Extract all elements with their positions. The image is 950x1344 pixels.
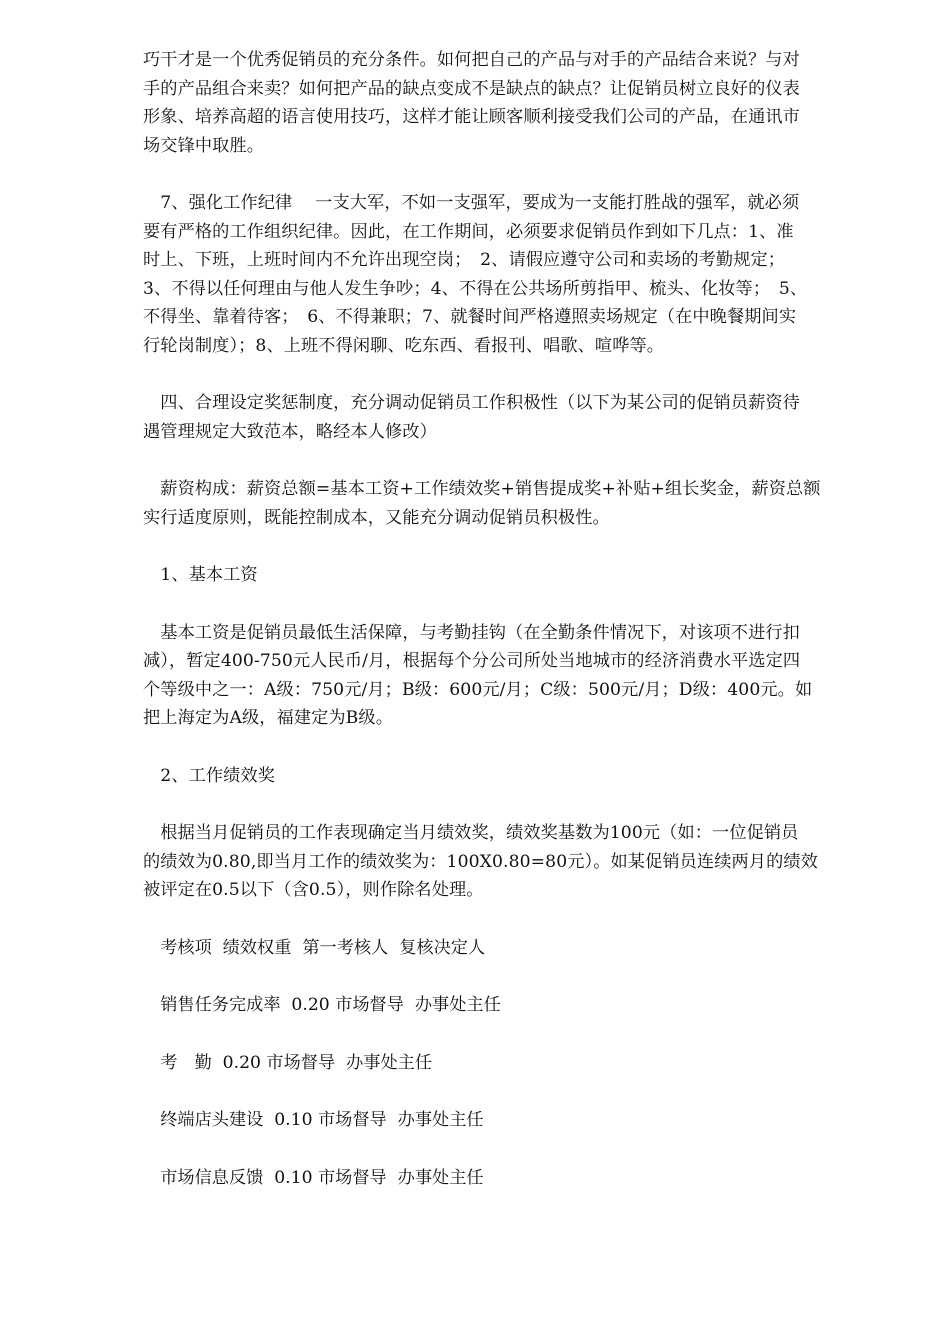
paragraph-work-discipline — [143, 189, 878, 360]
text-line: 减），暂定400-750元人民币/月，根据每个分公司所处当地城市的经济消费水平选定四 — [143, 651, 801, 671]
heading-base-salary — [143, 561, 878, 590]
text-line: 把上海定为A级，福建定为B级。 — [143, 708, 393, 728]
paragraph-spacer — [143, 1020, 878, 1049]
text-line: 形象、培养高超的语言使用技巧，这样才能让顾客顺利接受我们公司的产品，在通讯市 — [143, 107, 800, 127]
paragraph-sales-skills — [143, 46, 878, 160]
table-row: 销售任务完成率 0.20 市场督导 办事处主任 — [143, 995, 501, 1015]
paragraph-spacer — [143, 962, 878, 991]
text-line: 薪资构成：薪资总额=基本工资+工作绩效奖+销售提成奖+补贴+组长奖金，薪资总额 — [143, 479, 821, 499]
heading-performance-bonus — [143, 762, 878, 791]
paragraph-spacer — [143, 360, 878, 389]
table-row: 终端店头建设 0.10 市场督导 办事处主任 — [143, 1110, 484, 1130]
paragraph-spacer — [143, 446, 878, 475]
paragraph-spacer — [143, 733, 878, 762]
table-row: 市场信息反馈 0.10 市场督导 办事处主任 — [143, 1167, 484, 1188]
paragraph-performance-bonus — [143, 819, 878, 905]
text-line: 巧干才是一个优秀促销员的充分条件。如何把自己的产品与对手的产品结合来说？与对 — [143, 50, 800, 70]
text-line: 1、基本工资 — [143, 565, 258, 585]
text-line: 的绩效为0.80,即当月工作的绩效奖为：100X0.80=80元）。如某促销员连续两月的绩效 — [143, 851, 818, 872]
paragraph-spacer — [143, 160, 878, 189]
paragraph-base-salary — [143, 619, 878, 733]
text-line: 时上、下班，上班时间内不允许出现空岗； 2、请假应遵守公司和卖场的考勤规定； — [143, 250, 786, 270]
paragraph-spacer — [143, 905, 878, 934]
text-line: 被评定在0.5以下（含0.5），则作除名处理。 — [143, 880, 484, 900]
text-line: 不得坐、靠着待客； 6、不得兼职；7、就餐时间严格遵照卖场规定（在中晚餐期间实 — [143, 307, 797, 327]
paragraph-spacer — [143, 590, 878, 619]
text-line: 根据当月促销员的工作表现确定当月绩效奖，绩效奖基数为100元（如：一位促销员 — [143, 823, 799, 843]
paragraph-reward-system — [143, 389, 878, 446]
text-line: 7、强化工作纪律 一支大军，不如一支强军，要成为一支能打胜战的强军，就必须 — [143, 193, 800, 213]
text-line: 遇管理规定大致范本，略经本人修改） — [143, 421, 437, 442]
table-header-row: 考核项 绩效权重 第一考核人 复核决定人 — [143, 937, 486, 958]
text-line: 个等级中之一：A级：750元/月；B级：600元/月；C级：500元/月；D级：400元。如 — [143, 679, 813, 700]
text-line: 要有严格的工作组织纪律。因此，在工作期间，必须要求促销员作到如下几点：1、准 — [143, 221, 794, 242]
text-line: 四、合理设定奖惩制度，充分调动促销员工作积极性（以下为某公司的促销员薪资待 — [143, 393, 800, 413]
text-line: 实行适度原则，既能控制成本，又能充分调动促销员积极性。 — [143, 507, 610, 528]
text-line: 场交锋中取胜。 — [143, 135, 265, 156]
text-line: 基本工资是促销员最低生活保障，与考勤挂钩（在全勤条件情况下，对该项不进行扣 — [143, 622, 800, 643]
paragraph-salary-composition — [143, 475, 878, 532]
table-row: 考 勤 0.20 市场督导 办事处主任 — [143, 1052, 433, 1073]
paragraph-spacer — [143, 790, 878, 819]
text-line: 2、工作绩效奖 — [143, 765, 276, 786]
document-page — [143, 46, 878, 1192]
text-line: 手的产品组合来卖？如何把产品的缺点变成不是缺点的缺点？让促销员树立良好的仪表 — [143, 78, 800, 99]
text-line: 行轮岗制度）；8、上班不得闲聊、吃东西、看报刊、唱歌、喧哗等。 — [143, 335, 665, 356]
paragraph-spacer — [143, 532, 878, 561]
text-line: 3、不得以任何理由与他人发生争吵；4、不得在公共场所剪指甲、梳头、化妆等； 5、 — [143, 278, 808, 299]
paragraph-spacer — [143, 1135, 878, 1164]
paragraph-spacer — [143, 1077, 878, 1106]
